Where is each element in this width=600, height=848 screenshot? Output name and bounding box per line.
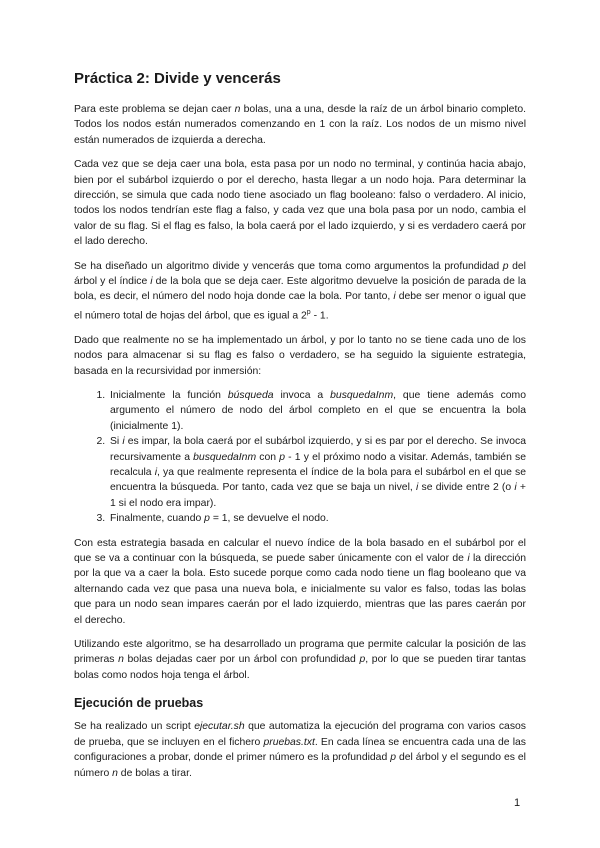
list-item: 1. Inicialmente la función búsqueda invoca a busquedaInm, que tiene además como argumento el número de nodo del árbol completo en el que se encuentra la bola (inicialmente 1). (108, 388, 526, 434)
section-title-tests: Ejecución de pruebas (74, 696, 204, 711)
paragraph-tests: Se ha realizado un script ejecutar.sh que automatiza la ejecución del programa con varios casos de prueba, que se incluyen en el fichero pruebas.txt. En cada línea se encuentra cada una de las configuraciones a probar, donde el primer número es la profundidad p del árbol y el segundo es el número n de bolas a tirar. (74, 721, 526, 779)
paragraph-index-strategy: Con esta estrategia basada en calcular el nuevo índice de la bola basado en el subárbol por el que se va a continuar con la búsqueda, se puede saber únicamente con el valor de i la dirección por la que va a caer la bola. Esto sucede porque como cada nodo tiene un flag booleano que va alternando cada vez que pasa una nueva bola, e inicialmente su valor es falso, todas las bolas que para un nodo sean impares caerán por el lado izquierdo, mientras que las pares caerán por el derecho. (74, 537, 526, 626)
strategy-list (74, 388, 526, 527)
list-item: 2. Si i es impar, la bola caerá por el subárbol izquierdo, y si es par por el derecho. Se invoca recursivamente a busquedaInm con p - 1 y el próximo nodo a visitar. Además, también se recalcula i, ya que realmente representa el índice de la bola para el subárbol en el que se encuentra la búsqueda. Por tanto, cada vez que se baja un nivel, i se divide entre 2 (o i + 1 si el nodo era impar). (108, 434, 526, 511)
paragraph-strategy: Dado que realmente no se ha implementado un árbol, y por lo tanto no se tiene cada uno de los nodos para almacenar si su flag es falso o verdadero, se ha seguido la siguiente estrategia, basada en la recursividad por inmersión: (74, 334, 526, 377)
paragraph-program: Utilizando este algoritmo, se ha desarrollado un programa que permite calcular la posición de las primeras n bolas dejadas caer por un árbol con profundidad p, por lo que se pueden tirar tantas bolas como nodos hoja tenga el árbol. (74, 639, 526, 681)
paragraph-intro: Para este problema se dejan caer n bolas, una a una, desde la raíz de un árbol binario completo. Todos los nodos están numerados comenzando en 1 con la raíz. Los nodos de un mismo nivel están numerados de izquierda a derecha. (74, 104, 526, 146)
page-title: Práctica 2: Divide y vencerás (74, 70, 281, 87)
page-number: 1 (514, 797, 521, 809)
paragraph-flag: Cada vez que se deja caer una bola, esta pasa por un nodo no terminal, y continúa hacia abajo, bien por el subárbol izquierdo o por el derecho, hasta llegar a un nodo hoja. Para determinar la dirección, se simula que cada nodo tiene asociado un flag booleano: falso o verdadero. Al inicio, todos los nodos tendrían este flag a falso, y cada vez que una bola pasa por un nodo, cambia el valor de su flag. Si el flag es falso, la bola caerá por el lado izquierdo, y si es verdadero caerá por el lado derecho. (74, 159, 526, 248)
paragraph-algorithm: Se ha diseñado un algoritmo divide y vencerás que toma como argumentos la profundidad p del árbol y el índice i de la bola que se deja caer. Este algoritmo devuelve la posición de parada de la bola, es decir, el número del nodo hoja donde cae la bola. Por tanto, i debe ser menor o igual que el número total de hojas del árbol, que es igual a 2$^p$ - 1. (74, 260, 526, 322)
document-body (74, 70, 526, 790)
list-item: 3. Finalmente, cuando p = 1, se devuelve el nodo. (108, 511, 526, 526)
